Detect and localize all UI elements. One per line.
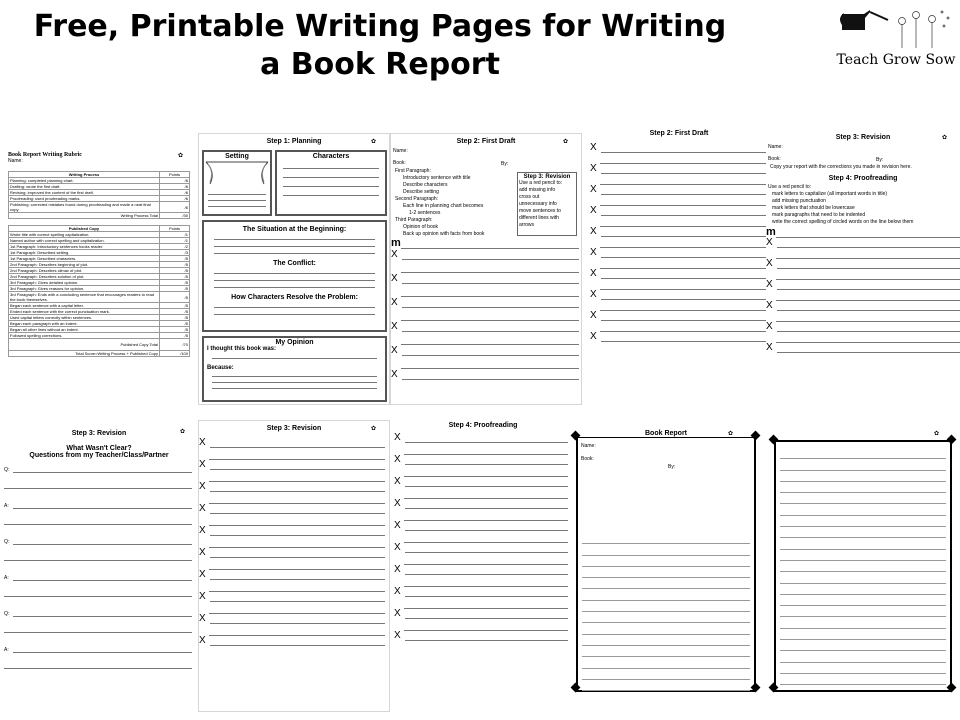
book-report-page-2 [764, 426, 960, 696]
rubric-page [4, 148, 196, 396]
page-title [0, 8, 760, 84]
opinion-box [202, 336, 387, 402]
rubric-points: /70 [160, 339, 190, 351]
rubric-cell: Began each sentence with a capital letter. [9, 303, 160, 309]
sprout-icon: ✿ [728, 431, 734, 437]
rubric-points: /6 [160, 190, 190, 196]
sprout-icon: ✿ [180, 429, 186, 435]
rubric-cell: Began each paragraph with an indent. [9, 321, 160, 327]
book-report-title: Book Report [578, 430, 754, 437]
rubric-points: /6 [160, 202, 190, 213]
proofreading-title: Step 4: Proofreading [828, 175, 898, 182]
revision-title: Step 3: Revision [835, 134, 891, 141]
rubric-header: Published Copy [9, 226, 160, 232]
rubric-cell: 2nd Paragraph: Describes climax of plot. [9, 268, 160, 274]
proof2-lines: X X X X X X X X X X [394, 433, 572, 641]
sprout-icon: ✿ [942, 135, 948, 141]
revision-lines-page [198, 420, 390, 712]
rubric-cell: 3rd Paragraph: Gives reasons for opinion. [9, 286, 160, 292]
sprout-icon: ✿ [178, 153, 184, 159]
rubric-cell: 1st Paragraph: Described characters. [9, 256, 160, 262]
first-draft-page-2 [590, 126, 768, 396]
revision-copy: Copy your report with the corrections you made in revision here. [770, 164, 912, 170]
thought-label: I thought this book was: [207, 346, 276, 352]
book-report-frame-2 [774, 440, 952, 692]
rubric-cell: Ended each sentence with the correct punctuation mark. [9, 309, 160, 315]
rubric-cell: Used capital letters correctly within sentences. [9, 315, 160, 321]
characters-box [275, 150, 387, 216]
situation-label: The Situation at the Beginning: [242, 226, 347, 233]
characters-label: Characters [312, 153, 350, 160]
rubric-cell: 3rd Paragraph: Gives detailed opinion. [9, 280, 160, 286]
opinion-label: My Opinion [275, 339, 314, 346]
rubric-points: /100 [160, 351, 190, 357]
rubric-cell: Revising: improved the content of the first draft. [9, 190, 160, 196]
proof2-title: Step 4: Proofreading [448, 422, 518, 429]
book-report-lines-2 [780, 448, 946, 685]
watering-can-icon [836, 4, 956, 48]
rubric-header: Points [160, 226, 190, 232]
rubric-total: Published Copy Total [9, 339, 160, 351]
resolve-label: How Characters Resolve the Problem: [231, 294, 358, 301]
rubric-total: Writing Process Total [9, 213, 160, 219]
draft2-title: Step 2: First Draft [649, 130, 709, 137]
book-report-by: By: [668, 464, 676, 470]
setting-label: Setting [225, 153, 249, 160]
rubric-header: Writing Process [9, 172, 160, 178]
rubric-points: /6 [160, 184, 190, 190]
rubric-points: /30 [160, 213, 190, 219]
revision-reminder-box: Step 3: Revision Use a red pencil to: add missing info cross out unnecessary info move sentences to different lines with arrows [517, 172, 577, 236]
title-line-1: Free, Printable Writing Pages for Writing [33, 9, 727, 44]
rubric-cell: Proofreading: used proofreading marks. [9, 196, 160, 202]
revision-name: Name: [768, 144, 783, 150]
plot-box [202, 220, 387, 332]
rev2-title: Step 3: Revision [266, 425, 322, 432]
planning-page [198, 133, 390, 405]
draft-outline: First Paragraph: Introductory sentence with title Describe characters Describe setting Second Paragraph: Each line in planning chart becomes 1-2 sentences Third Paragraph: Opinion of book Back up opinion with facts from book [395, 168, 485, 237]
rubric-cell: Planning: completed planning chart. [9, 178, 160, 184]
draft-name: Name: [393, 148, 408, 154]
setting-box [202, 150, 272, 216]
questions-subheading: Questions from my Teacher/Class/Partner [29, 452, 169, 459]
rubric-table-1 [8, 171, 190, 219]
draft-title: Step 2: First Draft [456, 138, 516, 145]
rev2-lines: X X X X X X X X X X [199, 438, 389, 646]
draft-book: Book: [393, 160, 406, 166]
rubric-cell: 2nd Paragraph: Describes solution of plot. [9, 274, 160, 280]
proof-intro: Use a red pencil to: [768, 184, 812, 190]
rubric-cell: Followed spelling corrections. [9, 333, 160, 339]
qa-lines: Q: A: Q: A: Q: A: [4, 467, 192, 669]
rubric-cell: 1st Paragraph: Described setting. [9, 250, 160, 256]
rubric-cell: Began all other lines without an indent. [9, 327, 160, 333]
draft2-lines: X X X X X X X X X X [590, 143, 768, 342]
sprout-icon: ✿ [371, 426, 377, 432]
rubric-cell: Named author with correct spelling and capitalization. [9, 238, 160, 244]
title-line-2: a Book Report [260, 47, 500, 82]
rubric-table-2: Published Copy Points Wrote title with correct spelling capitalization. /1 Named author with correct spelling and capitalization. /1 1st Paragraph: Introductory sentences hooks reader. /2 1st Paragraph: Described setting. /3 1st Paragraph: Described characters. /5 2nd Paragraph: Describes beginning of plot. /5 2nd Paragraph: Describes climax of plot. /5 2nd Paragraph: Describes solution of plot. /5 3rd Paragraph: Gives detailed opinion. /5 3rd Paragraph: Gives reasons for opinion. /5 3rd Paragraph: Ends with a concluding sentence that encourages readers to read the book themselves. /5 Began each sentence with a capital letter. /5 Ended each sentence with the correct punctuation mark. /5 Used capital letters correctly within sentences. /5 Began each paragraph with an indent. /5 Began all other lines without an indent. /5 Followed spelling corrections. /5 Published Copy Total /70 Total Score=Writing Process + Published Copy /100 [10, 226, 188, 356]
book-report-book: Book: [581, 456, 594, 462]
rubric-cell: 3rd Paragraph: Ends with a concluding sentence that encourages readers to read the book themselves. [9, 292, 160, 303]
revision-page [766, 130, 960, 400]
theater-curtain-icon [204, 160, 270, 186]
sprout-icon: ✿ [371, 139, 377, 145]
proofreading-lines-page [394, 418, 572, 712]
questions-heading: What Wasn't Clear? [66, 445, 132, 452]
rubric-title: Book Report Writing Rubric [8, 152, 82, 158]
revision-by: By: [876, 157, 884, 163]
conflict-label: The Conflict: [273, 260, 316, 267]
revision-book: Book: [768, 156, 781, 162]
sprout-icon: ✿ [563, 139, 569, 145]
revision-lines: m X X X X X X [766, 227, 960, 353]
rubric-cell: Publishing: corrected mistakes found during proofreading and made a neat final copy. [9, 202, 160, 213]
rubric-points: /6 [160, 178, 190, 184]
planning-title: Step 1: Planning [266, 138, 322, 145]
rubric-header: Points [160, 172, 190, 178]
rubric-cell: Drafting: wrote the first draft. [9, 184, 160, 190]
sprout-icon: ✿ [934, 431, 940, 437]
questions-page [0, 424, 198, 714]
rubric-cell: Wrote title with correct spelling capitalization. [9, 232, 160, 238]
questions-title: Step 3: Revision [71, 430, 127, 437]
rubric-name: Name: [8, 158, 23, 164]
book-report-frame [576, 430, 756, 692]
draft-by: By: [501, 161, 509, 167]
brand-text: Teach Grow Sow [836, 52, 956, 68]
draft-lines: m X X X X X X [391, 238, 579, 380]
rubric-total: Total Score=Writing Process + Published Copy [9, 351, 160, 357]
book-report-name: Name: [581, 443, 596, 449]
because-label: Because: [207, 365, 234, 371]
teach-grow-sow-logo [836, 4, 956, 70]
rubric-cell: 1st Paragraph: Introductory sentences hooks reader. [9, 244, 160, 250]
rubric-cell: 2nd Paragraph: Describes beginning of plot. [9, 262, 160, 268]
book-report-page [568, 426, 764, 696]
first-draft-page [390, 133, 582, 405]
proof-items: mark letters to capitalize (all important words in title) add missing punctuation mark letters that should be lowercase mark paragraphs that need to be indented write the correct spelling of circled words on the line below them [772, 191, 914, 225]
book-report-lines [582, 533, 750, 691]
rubric-points: /6 [160, 196, 190, 202]
